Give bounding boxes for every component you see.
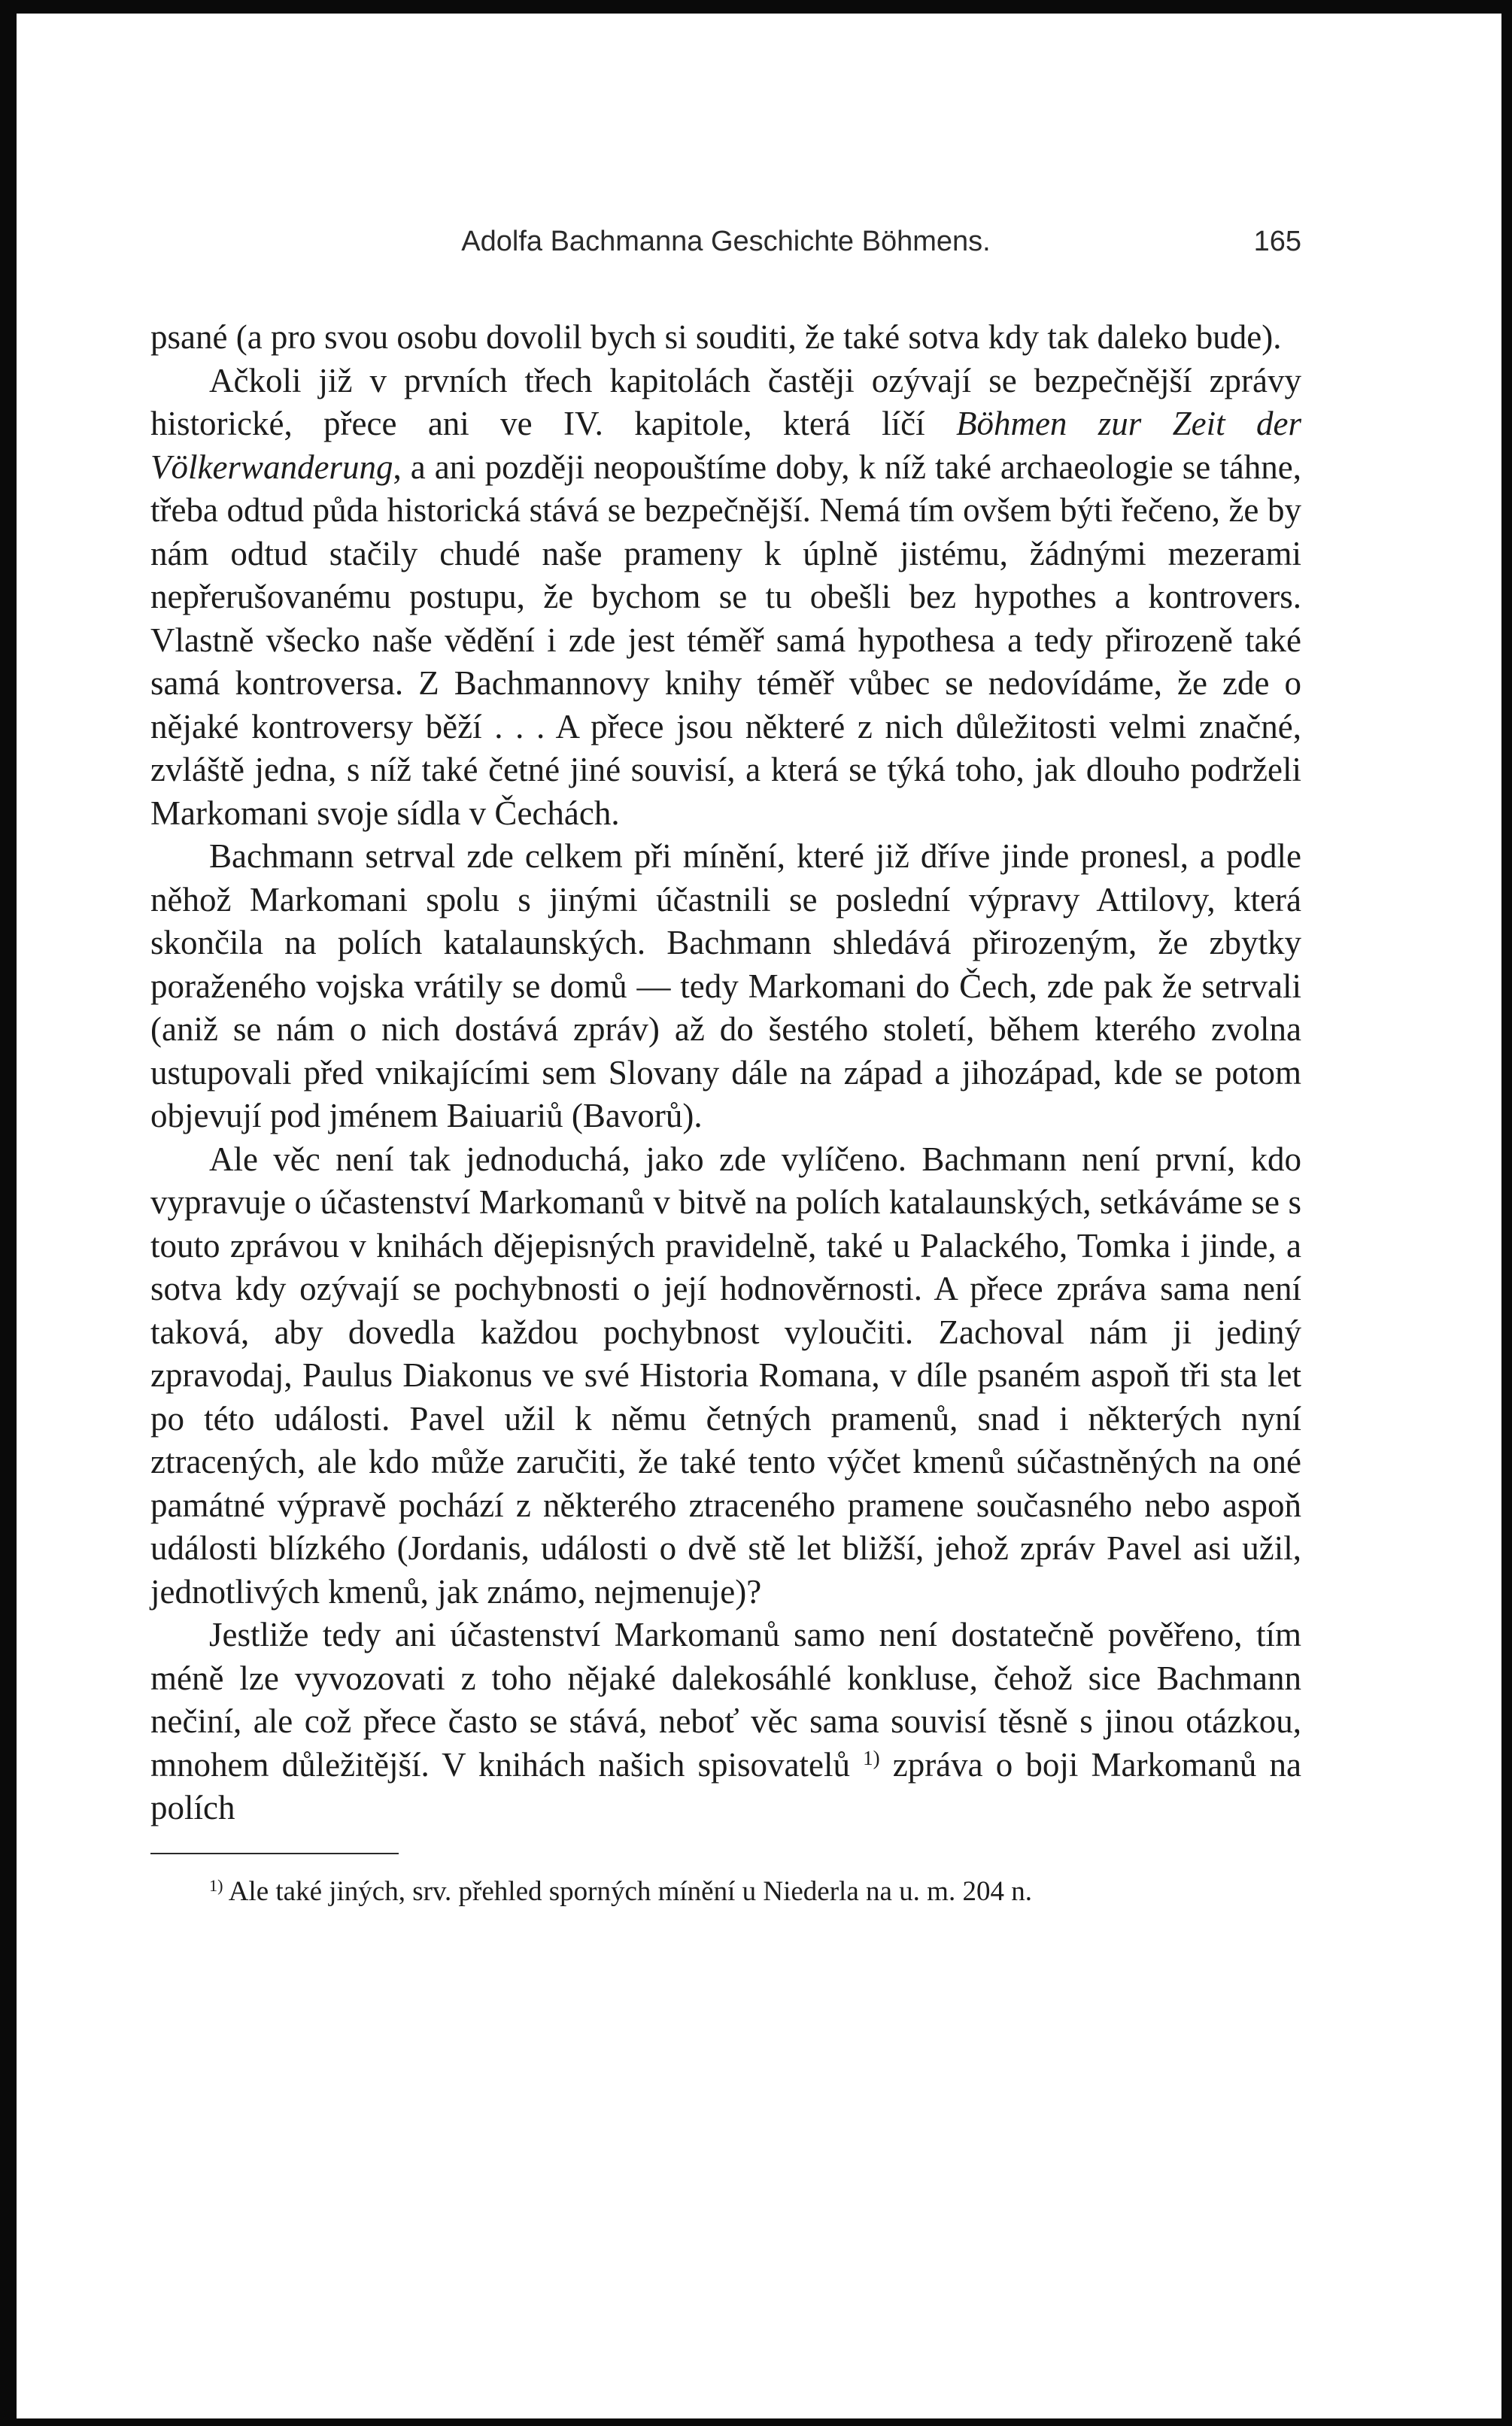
italic-title: Böhmen zur Zeit der Völkerwanderung (150, 405, 1301, 486)
text-run: Ačkoli již v prvních třech kapitolách častěji ozývají se bezpečnější zprávy historické, přece ani ve IV. kapitole, která líčí (150, 361, 1301, 442)
paragraph (150, 316, 1301, 360)
scan-edge-top (0, 0, 1512, 14)
paragraph (150, 835, 1301, 1138)
body-text (150, 316, 1301, 1830)
paragraph (150, 1138, 1301, 1614)
running-head (150, 226, 1301, 271)
text-run: , a ani později neopouštíme doby, k níž také archaeologie se táhne, třeba odtud půda historická stává se bezpečnější. Nemá tím ovšem býti řečeno, že by nám odtud stačily chudé naše prameny k úplně jistému, žádnými mezerami nepřerušovanému postupu, že bychom se tu obešli bez hypothes a kontrovers. Vlastně všecko naše vědění i zde jest téměř samá hypothesa a tedy přirozeně také samá kontroversa. Z Bachmannovy knihy téměř vůbec se nedovídáme, že zde o nějaké kontroversy běží . . . A přece jsou některé z nich důležitosti velmi značné, zvláště jedna, s níž také četné jiné souvisí, a která se týká toho, jak dlouho podrželi Markomani svoje sídla v Čechách. (150, 448, 1301, 832)
book-page (150, 226, 1301, 1910)
footnote-marker: 1) (209, 1875, 223, 1895)
text-run: Jestliže tedy ani účastenství Markomanů samo není dostatečně pověřeno, tím méně lze vyvozovati z toho nějaké dalekosáhlé konkluse, čehož sice Bachmann nečiní, ale což přece často se stává, neboť věc sama souvisí těsně s jinou otázkou, mnohem důležitější. V knihách našich spisovatelů (150, 1616, 1301, 1784)
text-run: psané (a pro svou osobu dovolil bych si souditi, že také sotva kdy tak daleko bude). (150, 318, 1282, 356)
text-run: Bachmann setrval zde celkem při mínění, které již dříve jinde pronesl, a podle něhož Markomani spolu s jinými účastnili se poslední výpravy Attilovy, která skončila na polích katalaunských. Bachmann shledává přirozeným, že zbytky poraženého vojska vrátily se domů — tedy Markomani do Čech, zde pak že setrvali (aniž se nám o nich dostává zpráv) až do šestého století, během kterého zvolna ustupovali před vnikajícími sem Slovany dále na západ a jihozápad, kde se potom objevují pod jménem Baiuariů (Bavorů). (150, 837, 1301, 1134)
scan-edge-right (1501, 0, 1512, 2426)
text-run: zpráva o boji Markomanů na polích (150, 1745, 1301, 1826)
paragraph (150, 360, 1301, 836)
running-head-title: Adolfa Bachmanna Geschichte Böhmens. (461, 226, 991, 257)
scan-edge-bottom (0, 2418, 1512, 2426)
text-run: Ale věc není tak jednoduchá, jako zde vylíčeno. Bachmann není první, kdo vypravuje o účastenství Markomanů v bitvě na polích katalaunských, setkáváme se s touto zprávou v knihách dějepisných pravidelně, také u Palackého, Tomka i jinde, a sotva kdy ozývají se pochybnosti o její hodnověrnosti. A přece zpráva sama není taková, aby dovedla každou pochybnost vyloučiti. Zachoval nám ji jediný zpravodaj, Paulus Diakonus ve své Historia Romana, v díle psaném aspoň tři sta let po této události. Pavel užil k němu četných pramenů, snad i některých nyní ztracených, ale kdo může zaručiti, že také tento výčet kmenů súčastněných na oné památné výpravě pochází z některého ztraceného pramene současného nebo aspoň události blízkého (Jordanis, události o dvě stě let bližší, jehož zpráv Pavel asi užil, jednotlivých kmenů, jak známo, nejmenuje)? (150, 1140, 1301, 1611)
paragraph (150, 1614, 1301, 1830)
footnote (150, 1874, 1301, 1910)
footnote-text: Ale také jiných, srv. přehled sporných mínění u Niederla na u. m. 204 n. (223, 1875, 1032, 1907)
footnote-divider (150, 1853, 399, 1854)
page-number: 165 (1253, 226, 1301, 257)
footnote-reference: 1) (863, 1746, 880, 1769)
scan-edge-left (0, 0, 17, 2426)
